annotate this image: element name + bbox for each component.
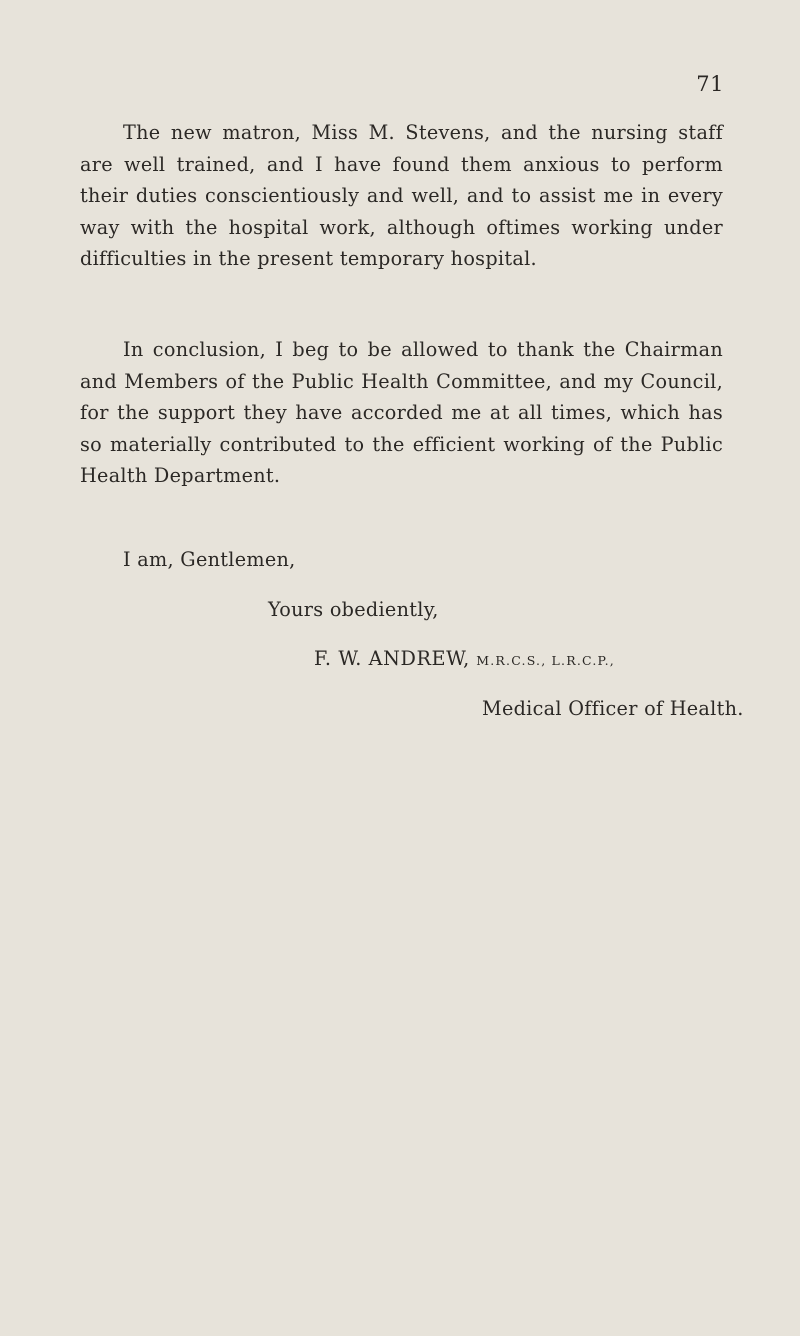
signature-line (314, 647, 615, 670)
signatory-title: Medical Officer of Health. (482, 697, 744, 720)
letter-valediction: Yours obediently, (268, 598, 439, 621)
body-paragraph-matron: The new matron, Miss M. Stevens, and the nursing staff are well trained, and I have found them anxious to perform their duties conscientiously and well, and to assist me in every way with the hospital work, although oftimes working under difficulties in the present temporary hospital. (80, 121, 723, 270)
signatory-qualifications: M.R.C.S., L.R.C.P., (476, 653, 615, 668)
signatory-name: F. W. ANDREW, (314, 647, 470, 670)
letter-greeting: I am, Gentlemen, (123, 548, 296, 571)
page-number: 71 (696, 72, 724, 96)
body-paragraph-conclusion: In conclusion, I beg to be allowed to thank the Chairman and Members of the Public Health Committee, and my Council, for the support they have accorded me at all times, which has so materially contributed to the efficient working of the Public Health Department. (80, 338, 723, 487)
